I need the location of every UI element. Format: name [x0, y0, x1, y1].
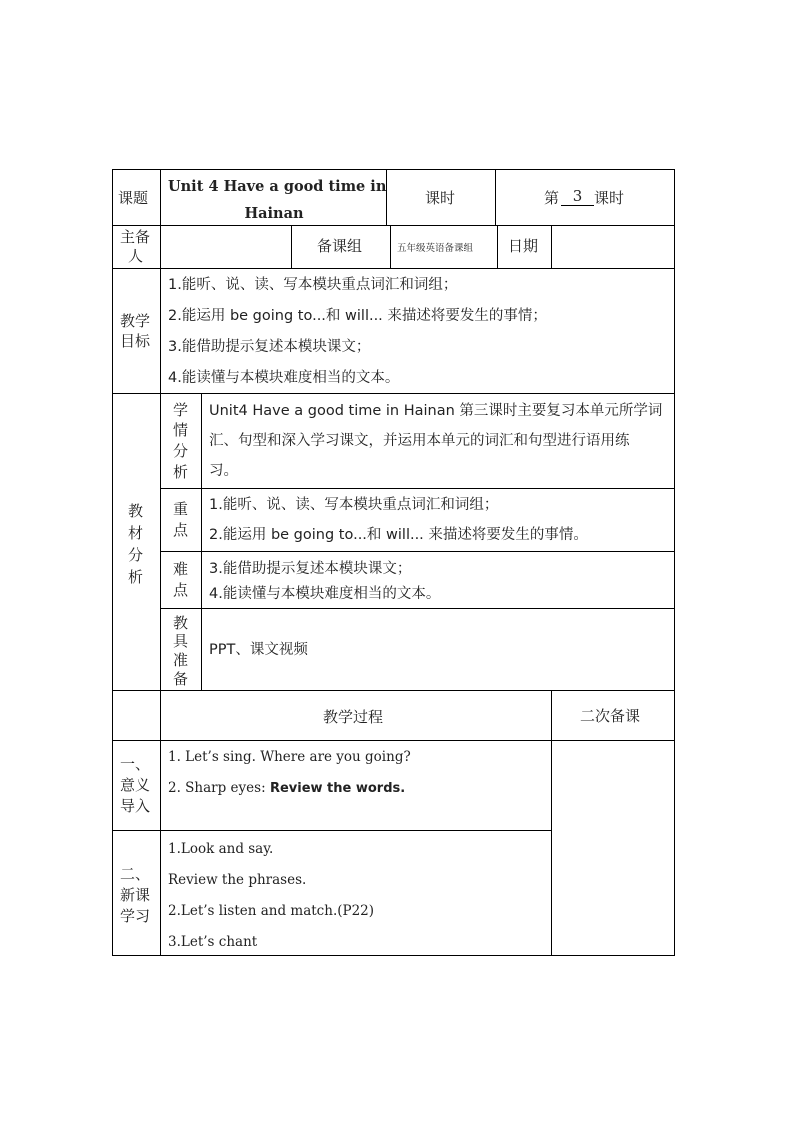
stage1-label-line: 意义: [120, 776, 151, 794]
stage2-label-line: 学习: [120, 907, 151, 925]
subject-label: 课题: [118, 189, 149, 207]
learner-label-char: 情: [173, 421, 189, 439]
table-rule: [497, 225, 498, 269]
analysis-label-char: 分: [128, 546, 144, 564]
table-rule: [390, 225, 391, 269]
difficulties-label-char: 点: [173, 581, 189, 599]
preparer-label-line1: 主备: [120, 228, 151, 246]
table-rule: [201, 393, 202, 691]
table-rule: [551, 225, 552, 269]
date-label: 日期: [508, 237, 539, 255]
preparer-label-line2: 人: [128, 247, 144, 265]
stage1-label-line: 一、: [120, 755, 151, 773]
difficulties-label-char: 难: [173, 560, 189, 578]
learner-analysis-line: Unit4 Have a good time in Hainan 第三课时主要复习本单元所学词: [209, 403, 663, 419]
stage2-line: 1.Look and say.: [168, 841, 274, 857]
second-prep-label: 二次备课: [580, 707, 641, 725]
period-prefix: 第: [544, 189, 560, 207]
objective-item: 4.能读懂与本模块难度相当的文本。: [168, 370, 400, 386]
learner-label-char: 析: [173, 463, 189, 481]
materials-label-char: 备: [173, 670, 189, 688]
table-rule: [291, 225, 292, 269]
table-rule: [161, 551, 675, 552]
materials-label-char: 准: [173, 651, 189, 669]
objective-item: 2.能运用 be going to...和 will... 来描述将要发生的事情；: [168, 308, 547, 324]
stage1-line-2: [168, 779, 405, 798]
table-rule: [386, 169, 387, 226]
stage1-label-line: 导入: [120, 797, 151, 815]
learner-analysis-line: 汇、句型和深入学习课文，并运用本单元的词汇和句型进行语用练: [209, 433, 630, 449]
analysis-label-char: 析: [128, 568, 144, 586]
stage2-label-line: 新课: [120, 886, 151, 904]
stage2-line: 3.Let’s chant: [168, 934, 258, 950]
period-label: 课时: [425, 189, 456, 207]
subject-title-line1: Unit 4 Have a good time in: [168, 178, 387, 195]
table-rule: [112, 225, 675, 226]
period-suffix: 课时: [594, 189, 625, 207]
learner-analysis-line: 习。: [209, 463, 238, 479]
analysis-label-char: 材: [128, 524, 144, 542]
materials-label-char: 教: [173, 614, 189, 632]
analysis-label-char: 教: [128, 502, 144, 520]
difficulty-line: 4.能读懂与本模块难度相当的文本。: [209, 586, 441, 602]
objectives-label-line2: 目标: [120, 332, 151, 350]
table-rule: [112, 690, 675, 691]
table-rule: [112, 393, 675, 394]
stage2-line: Review the phrases.: [168, 872, 307, 888]
stage2-label-line: 二、: [120, 865, 151, 883]
table-rule: [112, 830, 552, 831]
table-border-left: [112, 169, 113, 956]
key-point-line: 2.能运用 be going to...和 will... 来描述将要发生的事情。: [209, 527, 588, 543]
group-label: 备课组: [317, 237, 363, 255]
difficulty-line: 3.能借助提示复述本模块课文；: [209, 561, 412, 577]
stage2-line: 2.Let’s listen and match.(P22): [168, 903, 375, 919]
stage1-line2-prefix: 2. Sharp eyes:: [168, 780, 266, 796]
process-title: 教学过程: [323, 708, 384, 726]
materials-text: PPT、课文视频: [209, 642, 308, 658]
stage1-line: 1. Let’s sing. Where are you going?: [168, 749, 411, 765]
key-points-label-char: 重: [173, 500, 189, 518]
objective-item: 3.能借助提示复述本模块课文；: [168, 339, 371, 355]
materials-label-char: 具: [173, 632, 189, 650]
table-rule: [161, 488, 675, 489]
table-rule: [112, 268, 675, 269]
table-rule: [160, 169, 161, 956]
table-border-top: [112, 169, 675, 170]
key-points-label-char: 点: [173, 521, 189, 539]
table-rule: [495, 169, 496, 226]
group-name: 五年级英语备课组: [397, 243, 474, 254]
table-rule: [551, 690, 552, 956]
subject-title-line2: Hainan: [244, 205, 304, 222]
objectives-label-line1: 教学: [120, 312, 151, 330]
learner-label-char: 学: [173, 401, 189, 419]
learner-label-char: 分: [173, 442, 189, 460]
stage1-line2-bold: Review the words.: [269, 781, 406, 796]
table-border-right: [674, 169, 675, 956]
table-rule: [161, 608, 675, 609]
period-number: 3: [561, 188, 594, 206]
objective-item: 1.能听、说、读、写本模块重点词汇和词组；: [168, 277, 458, 293]
table-rule: [112, 740, 675, 741]
table-border-bottom: [112, 955, 675, 956]
key-point-line: 1.能听、说、读、写本模块重点词汇和词组；: [209, 497, 499, 513]
